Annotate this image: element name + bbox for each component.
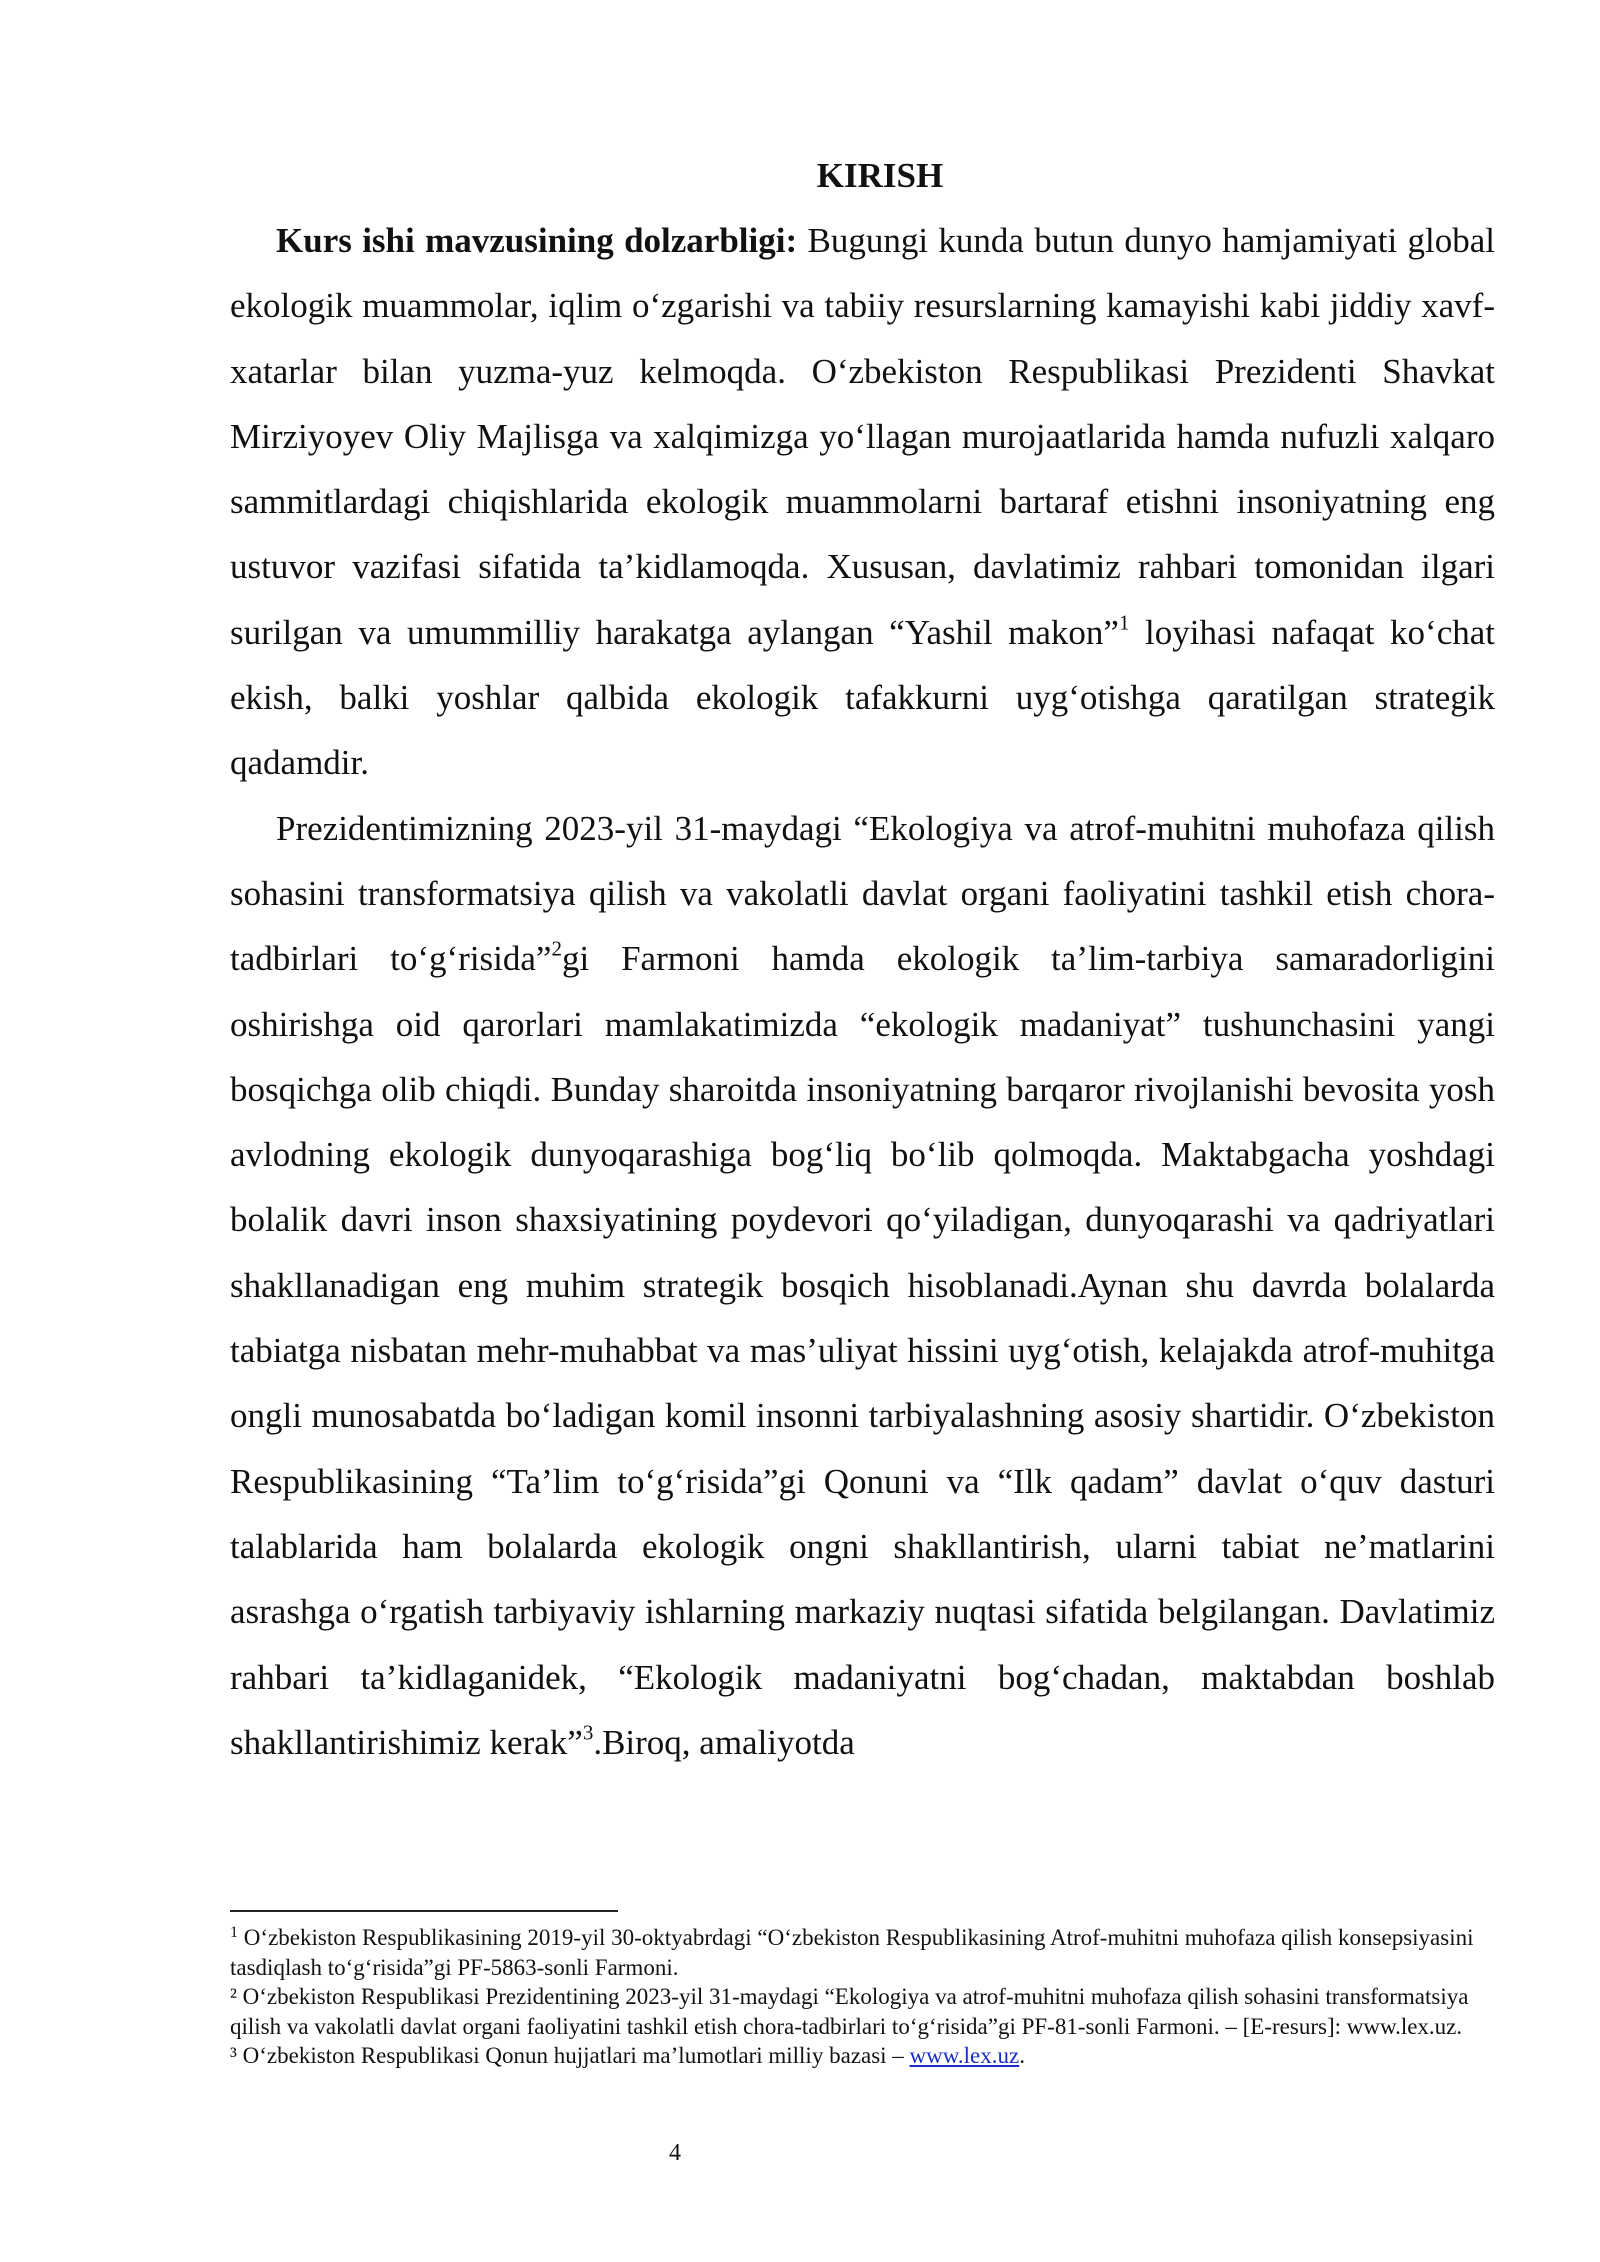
paragraph-text: .Biroq, amaliyotda: [593, 1722, 855, 1762]
footnotes: [230, 1923, 1495, 2071]
footnote-text: O‘zbekiston Respublikasi Prezidentining 2023-yil 31-maydagi “Ekologiya va atrof-muhitni muhofaza qilish sohasini transformatsiya qilish va vakolatli davlat organi faoliyatini tashkil etish chora-tadbirlari to‘g‘risida”gi PF-81-sonli Farmoni. – [E-resurs]: www.lex.uz.: [230, 1984, 1469, 2039]
paragraph-lead: Kurs ishi mavzusining dolzarbligi:: [276, 221, 798, 260]
footnote-mark: 1: [230, 1923, 239, 1941]
footnote-3: [230, 2041, 1495, 2071]
section-title: KIRISH: [816, 156, 944, 195]
paragraph-text: Prezidentimizning 2023-yil 31-maydagi “Ekologiya va atrof-muhitni muhofaza qilish sohasini transformatsiya qilish va vakolatli davlat organi faoliyatini tashkil etish chora-tadbirlari to‘g‘risida”: [230, 808, 1495, 979]
page-number: 4: [669, 2140, 681, 2166]
paragraph-text: Bugungi kunda butun dunyo hamjamiyati global ekologik muammolar, iqlim o‘zgarishi va tabiiy resurslarning kamayishi kabi jiddiy xavf-xatarlar bilan yuzma-yuz kelmoqda. O‘zbekiston Respublikasi Prezidenti Shavkat Mirziyoyev Oliy Majlisga va xalqimizga yo‘llagan murojaatlarida hamda nufuzli xalqaro sammitlardagi chiqishlarida ekologik muammolarni bartaraf etishni insoniyatning eng ustuvor vazifasi sifatida ta’kidlamoqda. Xususan, davlatimiz rahbari tomonidan ilgari surilgan va umummilliy harakatga aylangan “Yashil makon”: [230, 221, 1495, 652]
footnote-text: O‘zbekiston Respublikasi Qonun hujjatlari ma’lumotlari milliy bazasi –: [236, 2043, 910, 2068]
footnote-1: [230, 1923, 1495, 1982]
paragraph-relevance: [230, 208, 1495, 796]
footnote-ref-2[interactable]: 2: [551, 936, 562, 961]
footnote-2: [230, 1982, 1495, 2041]
paragraph-text: gi Farmoni hamda ekologik ta’lim-tarbiya samaradorligini oshirishga oid qarorlari mamlakatimizda “ekologik madaniyat” tushunchasini yangi bosqichga olib chiqdi. Bunday sharoitda insoniyatning barqaror rivojlanishi bevosita yosh avlodning ekologik dunyoqarashiga bog‘liq bo‘lib qolmoqda. Maktabgacha yoshdagi bolalik davri inson shaxsiyatining poydevori qo‘yiladigan, dunyoqarashi va qadriyatlari shakllanadigan eng muhim strategik bosqich hisoblanadi.Aynan shu davrda bolalarda tabiatga nisbatan mehr-muhabbat va mas’uliyat hissini uyg‘otish, kelajakda atrof-muhitga ongli munosabatda bo‘ladigan komil insonni tarbiyalashning asosiy shartidir. O‘zbekiston Respublikasining “Ta’lim to‘g‘risida”gi Qonuni va “Ilk qadam” davlat o‘quv dasturi talablarida ham bolalarda ekologik ongni shakllantirish, ularni tabiat ne’matlarini asrashga o‘rgatish tarbiyaviy ishlarning markaziy nuqtasi sifatida belgilangan. Davlatimiz rahbari ta’kidlaganidek, “Ekologik madaniyatni bog‘chadan, maktabdan boshlab shakllantirishimiz kerak”: [230, 939, 1495, 1762]
footnote-text: .: [1019, 2043, 1025, 2068]
footnote-mark: ²: [230, 1984, 237, 2009]
lex-uz-link[interactable]: www.lex.uz: [909, 2043, 1020, 2068]
footnote-text: O‘zbekiston Respublikasining 2019-yil 30-oktyabrdagi “O‘zbekiston Respublikasining Atrof-muhitni muhofaza qilish konsepsiyasini tasdiqlash to‘g‘risida”gi PF-5863-sonli Farmoni.: [230, 1925, 1474, 1980]
body-text: [230, 208, 1495, 1775]
footnote-separator: [230, 1910, 618, 1912]
paragraph-text: loyihasi nafaqat ko‘chat ekish, balki yoshlar qalbida ekologik tafakkurni uyg‘otishga qaratilgan strategik qadamdir.: [230, 612, 1495, 783]
footnote-ref-3[interactable]: 3: [582, 1720, 594, 1745]
footnote-ref-1[interactable]: 1: [1118, 610, 1130, 635]
paragraph-decree: [230, 796, 1495, 1775]
footnote-mark: ³: [230, 2043, 237, 2068]
